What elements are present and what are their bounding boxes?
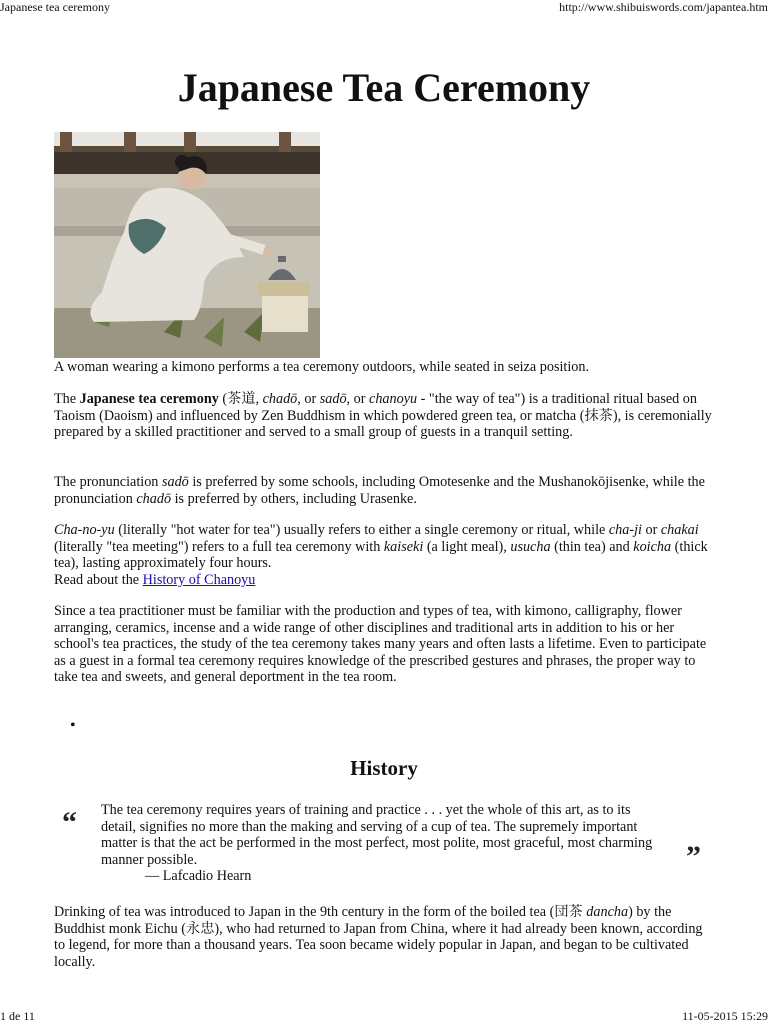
history-of-chanoyu-link[interactable]: History of Chanoyu xyxy=(142,571,256,588)
print-header-url: http://www.shibuiswords.com/japantea.htm xyxy=(559,0,768,14)
pronunciation-paragraph: The pronunciation sadō is preferred by some schools, including Omotesenke and the Mushanokōjisenke, while the pronunciation chadō is preferred by others, including Urasenke. xyxy=(54,474,705,507)
photo-caption: A woman wearing a kimono performs a tea ceremony outdoors, while seated in seiza position. xyxy=(54,359,590,375)
print-footer-datetime: 11-05-2015 15:29 xyxy=(682,1009,768,1023)
open-quote-mark: “ xyxy=(62,806,77,839)
quote-attribution: — Lafcadio Hearn xyxy=(145,868,252,885)
chanoyu-paragraph: Cha-no-yu (literally "hot water for tea") usually refers to either a single ceremony or ritual, while cha-ji or chakai (literally "tea meeting") refers to a full tea ceremony with kaiseki (a light meal), usucha (thin tea) and koicha (thick tea), lasting approximately four hours. Read about the History of Chanoyu xyxy=(54,522,708,588)
print-header-title: Japanese tea ceremony xyxy=(0,0,110,14)
print-footer-page: 1 de 11 xyxy=(0,1009,35,1023)
tea-ceremony-photo xyxy=(54,132,320,358)
practitioner-paragraph: Since a tea practitioner must be familiar with the production and types of tea, with kimono, calligraphy, flower arranging, ceramics, incense and a wide range of other disciplines and traditional arts in addition to his or her school's tea practices, the study of the tea ceremony takes many years and often lasts a lifetime. Even to participate as a guest in a formal tea ceremony requires knowledge of the prescribed gestures and phrases, the proper way to take tea and sweets, and general deportment in the tea room. xyxy=(54,603,707,686)
quote-text: The tea ceremony requires years of training and practice . . . yet the whole of this art, as to its detail, signifies no more than the making and serving of a cup of tea. The supremely important matter is that the act be performed in the most perfect, most polite, most graceful, most charming manner possible. xyxy=(101,802,653,868)
bullet-marker: • xyxy=(70,717,76,734)
history-heading: History xyxy=(350,756,418,780)
page-title: Japanese Tea Ceremony xyxy=(177,65,591,110)
close-quote-mark: ” xyxy=(686,840,701,873)
blockquote xyxy=(101,802,669,885)
history-paragraph: Drinking of tea was introduced to Japan in the 9th century in the form of the boiled tea (団茶 dancha) by the Buddhist monk Eichu (永忠), who had returned to Japan from China, where it had already been known, according to legend, for more than a thousand years. Tea soon became widely popular in Japan, and began to be cultivated locally. xyxy=(54,904,703,970)
intro-paragraph: The Japanese tea ceremony (茶道, chadō, or sadō, or chanoyu - "the way of tea") is a traditional ritual based on Taoism (Daoism) and influenced by Zen Buddhism in which powdered green tea, or matcha (抹茶), is ceremonially prepared by a skilled practitioner and served to a small group of guests in a tranquil setting. xyxy=(54,391,712,441)
